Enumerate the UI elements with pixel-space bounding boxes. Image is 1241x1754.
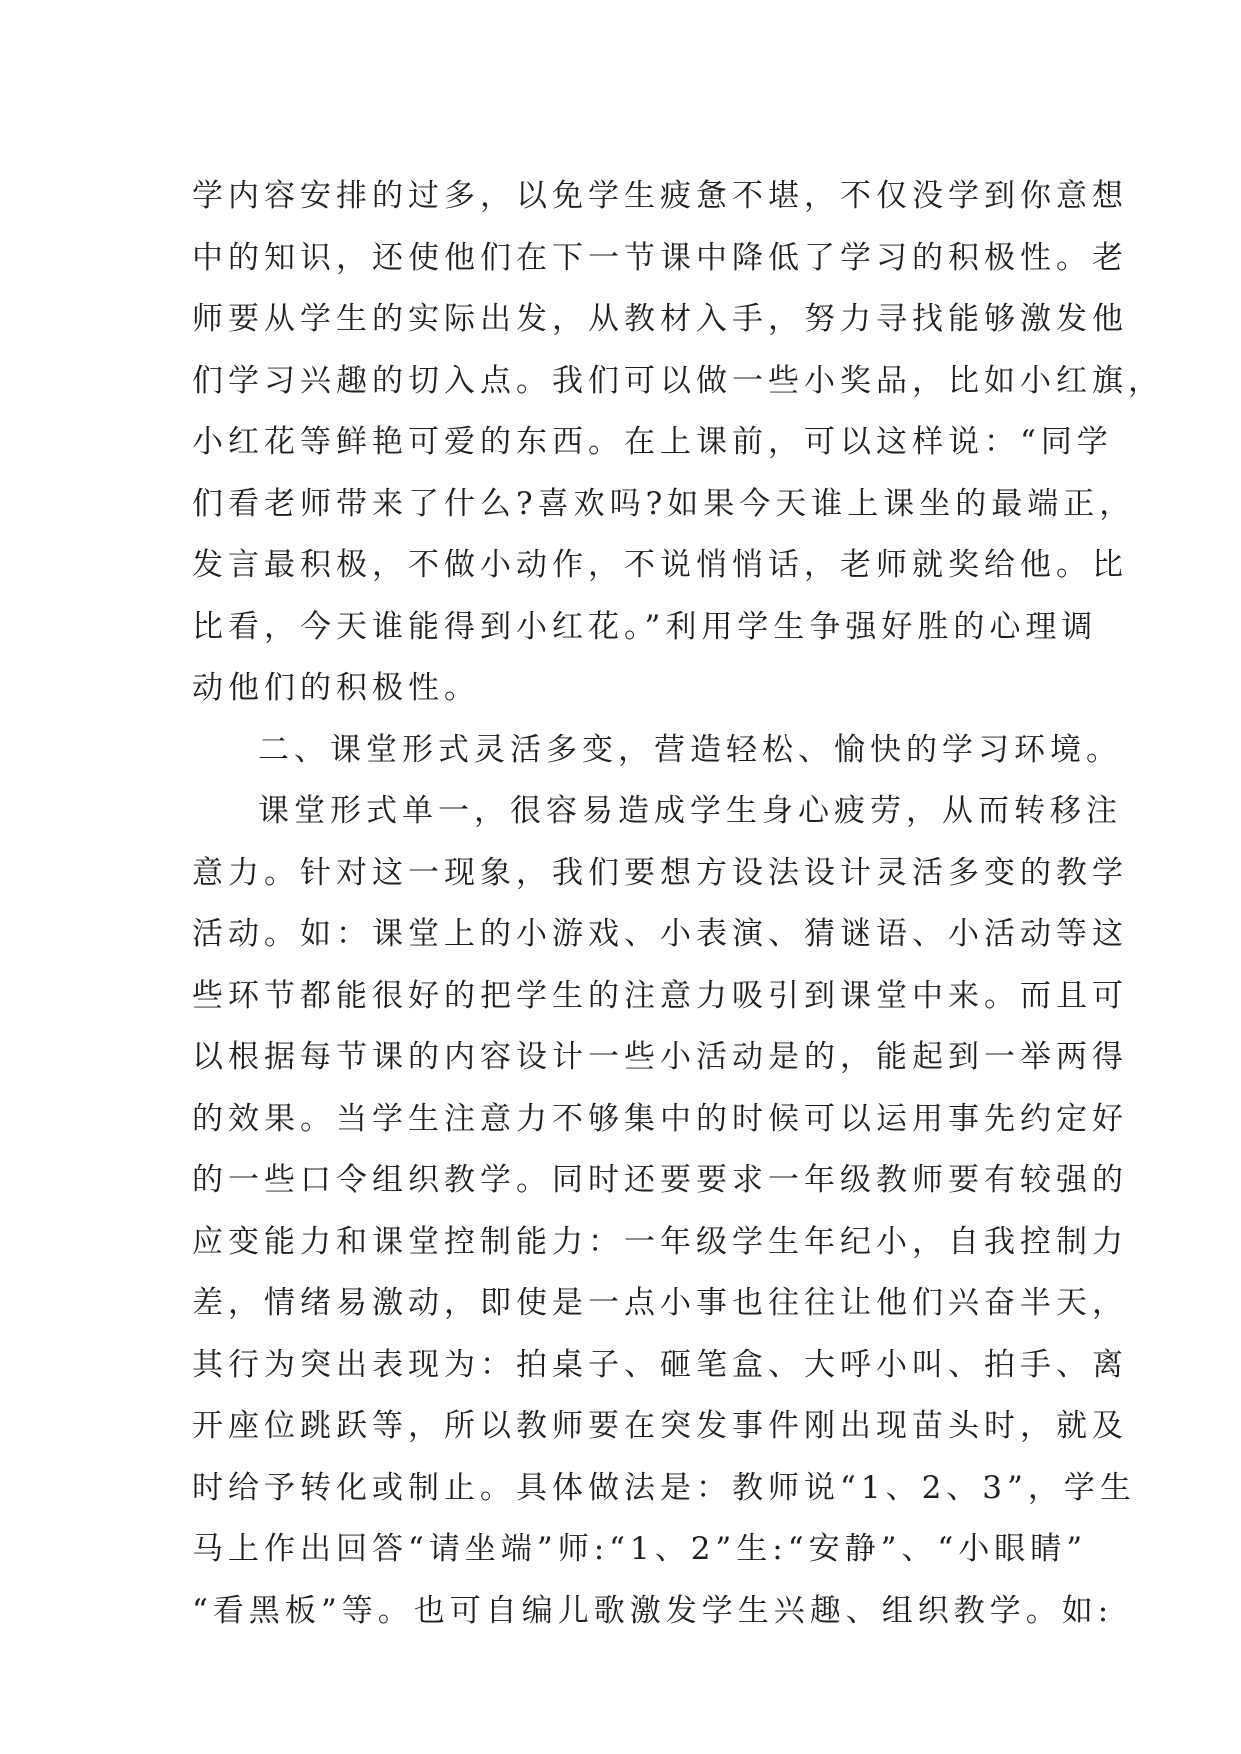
text-line: 学内容安排的过多，以免学生疲惫不堪，不仅没学到你意想 (192, 178, 1128, 214)
text-line: 动他们的积极性。 (192, 670, 480, 706)
text-line: 些环节都能很好的把学生的注意力吸引到课堂中来。而且可 (192, 977, 1128, 1014)
text-line: 发言最积极，不做小动作，不说悄悄话，老师就奖给他。比 (192, 547, 1128, 583)
text-line: 的效果。当学生注意力不够集中的时候可以运用事先约定好 (192, 1100, 1128, 1137)
text-line: 比看，今天谁能得到小红花。”利用学生争强好胜的心理调 (192, 608, 1098, 645)
body-text (192, 166, 1164, 1642)
text-line: 意力。针对这一现象，我们要想方设法设计灵活多变的教学 (192, 854, 1128, 891)
text-line: 马上作出回答“请坐端”师:“1、2”生:“安静”、“小眼睛” (192, 1531, 1088, 1567)
text-line: 时给予转化或制止。具体做法是：教师说“1、2、3”，学生 (192, 1469, 1136, 1506)
text-line: 们看老师带来了什么?喜欢吗?如果今天谁上课坐的最端正， (192, 485, 1136, 522)
text-line: 中的知识，还使他们在下一节课中降低了学习的积极性。老 (192, 239, 1128, 276)
text-line: 开座位跳跃等，所以教师要在突发事件刚出现苗头时，就及 (192, 1408, 1128, 1444)
text-line: “看黑板”等。也可自编儿歌激发学生兴趣、组织教学。如: (192, 1592, 1114, 1629)
text-line: 以根据每节课的内容设计一些小活动是的，能起到一举两得 (192, 1039, 1128, 1075)
text-line: 师要从学生的实际出发，从教材入手，努力寻找能够激发他 (192, 301, 1128, 337)
text-line: 小红花等鲜艳可爱的东西。在上课前，可以这样说：“同学 (192, 424, 1113, 460)
text-line: 的一些口令组织教学。同时还要要求一年级教师要有较强的 (192, 1162, 1128, 1198)
text-line: 应变能力和课堂控制能力：一年级学生年纪小，自我控制力 (192, 1223, 1128, 1260)
text-line: 活动。如：课堂上的小游戏、小表演、猜谜语、小活动等这 (192, 916, 1128, 952)
text-line: 其行为突出表现为：拍桌子、砸笔盒、大呼小叫、拍手、离 (192, 1346, 1128, 1383)
text-line: 二、课堂形式灵活多变，营造轻松、愉快的学习环境。 (258, 731, 1122, 768)
text-line: 差，情绪易激动，即使是一点小事也往往让他们兴奋半天， (192, 1285, 1128, 1321)
text-line: 课堂形式单一，很容易造成学生身心疲劳，从而转移注 (258, 793, 1122, 829)
text-line: 们学习兴趣的切入点。我们可以做一些小奖品，比如小红旗， (192, 362, 1164, 399)
